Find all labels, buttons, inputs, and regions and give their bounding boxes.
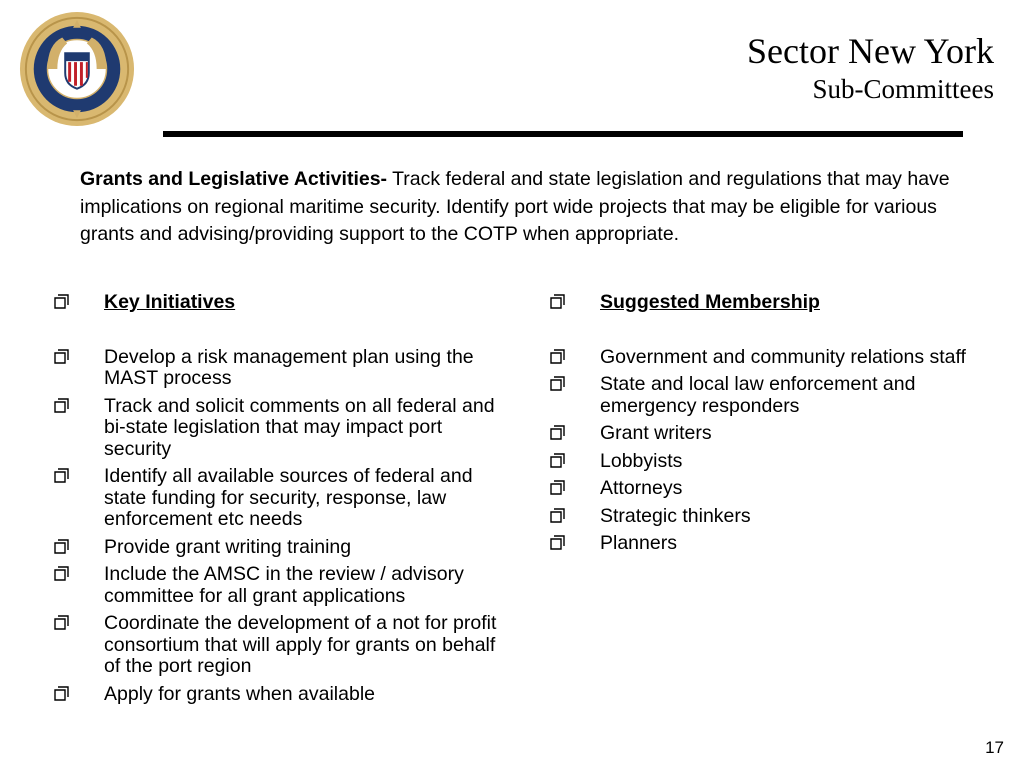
list-item-text: Include the AMSC in the review / advisory committee for all grant applications (104, 563, 464, 607)
suggested-membership-heading-text: Suggested Membership (600, 291, 820, 313)
slide-subtitle: Sub-Committees (812, 74, 994, 104)
list-item (548, 347, 998, 369)
coast-guard-seal-icon (18, 10, 136, 128)
checkbox-outline-icon (550, 376, 565, 391)
slide-title-block (747, 30, 994, 106)
checkbox-outline-icon (54, 539, 69, 554)
intro-text: Track federal and state legislation and regulations that may have implications on regional maritime security. Identify port wide projects that may be eligible for various grants and advising/providing support to the COTP when appropriate. (80, 168, 950, 245)
list-item-text: Attorneys (600, 477, 683, 499)
checkbox-outline-icon (550, 294, 565, 309)
list-item-text: Planners (600, 532, 677, 554)
intro-label: Grants and Legislative Activities- (80, 168, 388, 190)
list-item (548, 506, 998, 528)
suggested-membership-column (548, 292, 998, 561)
list-item-text: Government and community relations staff (600, 345, 966, 368)
suggested-membership-heading (548, 292, 998, 314)
list-item-text: Strategic thinkers (600, 504, 751, 527)
list-item (52, 466, 502, 531)
list-item (52, 347, 502, 390)
intro-paragraph (80, 166, 980, 249)
key-initiatives-column (52, 292, 502, 711)
checkbox-outline-icon (54, 615, 69, 630)
list-item (52, 537, 502, 559)
list-item (548, 533, 998, 555)
list-item (548, 423, 998, 445)
checkbox-outline-icon (54, 349, 69, 364)
title-divider (163, 131, 963, 137)
checkbox-outline-icon (54, 294, 69, 309)
checkbox-outline-icon (550, 508, 565, 523)
list-item (548, 451, 998, 473)
list-item-text: Develop a risk management plan using the MAST process (104, 345, 474, 389)
list-item (52, 396, 502, 461)
checkbox-outline-icon (550, 349, 565, 364)
key-initiatives-heading-text: Key Initiatives (104, 291, 236, 313)
list-item (548, 374, 998, 417)
list-item-text: Grant writers (600, 422, 712, 444)
checkbox-outline-icon (550, 453, 565, 468)
checkbox-outline-icon (550, 425, 565, 440)
checkbox-outline-icon (54, 468, 69, 483)
slide-title: Sector New York (747, 31, 994, 71)
page-number: 17 (985, 738, 1004, 757)
list-item (548, 478, 998, 500)
checkbox-outline-icon (550, 480, 565, 495)
list-item-text: State and local law enforcement and emergency responders (600, 373, 916, 417)
list-item (52, 613, 502, 678)
list-item-text: Apply for grants when available (104, 682, 375, 705)
checkbox-outline-icon (54, 686, 69, 701)
list-item-text: Provide grant writing training (104, 535, 352, 558)
checkbox-outline-icon (550, 535, 565, 550)
list-item-text: Lobbyists (600, 449, 683, 472)
list-item (52, 564, 502, 607)
list-item-text: Identify all available sources of federal and state funding for security, response, law enforcement etc needs (104, 465, 473, 530)
checkbox-outline-icon (54, 566, 69, 581)
list-item-text: Track and solicit comments on all federal and bi-state legislation that may impact port security (104, 394, 495, 460)
checkbox-outline-icon (54, 398, 69, 413)
key-initiatives-heading (52, 292, 502, 314)
list-item-text: Coordinate the development of a not for profit consortium that will apply for grants on behalf of the port region (104, 612, 497, 677)
list-item (52, 684, 502, 706)
